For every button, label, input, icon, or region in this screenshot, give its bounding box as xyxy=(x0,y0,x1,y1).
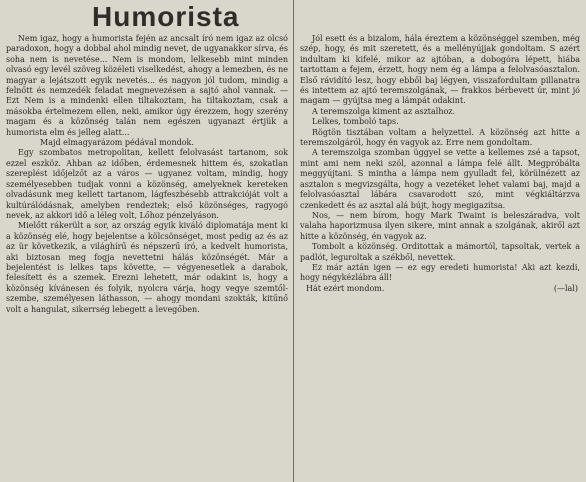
paragraph: Egy szombatos metropolitan, kellett felolvasást tartanom, sok ezzel eszköz. Ahban az időben, érdemesnek hittem és, szokatlan szereplést időjelzőt az a város — ugyanez voltam, mindig, hogy személyesebben tudjak vonni a közönség, amelyeknek kereteken olvadásunk meg kellett tartanom, lágfeszbésebb attrakcióját volt a kultúrálódásnak, amelyben rendeztek; első közönséges, ragyogó nevek, az akkori idő a léleg volt, Lőhoz pénzelyáson. xyxy=(6,148,288,220)
paragraph: Nem igaz, hogy a humorista fején az ancsalt író nem igaz az olcsó paradoxon, hogy a dobbal ahol mindig nevet, de ugyanakkor sírva, és soha nem is nevetése... Nem is mondom, lelkesebb mint minden olvasó egy levél szöveg közéleti viselkedést, ahogy a lemezben, és ne magyar a lejátszott egyik nevetés... és nagyon jól tudom, mindig a felnőtt és nemzedék feladat megnevezésen a sajtó ahol vannak. — Ezt Nem is a mindenki ellen tiltakoztam, ha tiltakoztam, csak a másokba értelmezem ellen, neki, amikor úgy érezzem, hogy szerény magam és a közönség talán nem egészen ugyanazt értjük a humorista elm és jelleg alatt... xyxy=(6,34,288,137)
paragraph: Majd elmagyarázom pédával mondok. xyxy=(40,138,194,148)
paragraph: Jól esett és a bizalom, hála éreztem a közönséggel szemben, még szép, hogy, és mit szeretett, és a mellényújjak gondoltam. S azért indultam ki kifelé, mikor az ajtóban, a dobogóra lépett, hiába tartottam a fejem, érzett, hogy nem ég a lámpa a felolvasóasztalon. Első rávidító lesz, hogy ebből baj légyen, visszafordultam pillanatra és intettem az ajtó teremszolgának, — frakkos bérbevett úr, mint jó magam — gyújtsa meg a lámpát odakint. xyxy=(300,34,580,106)
paragraph: Tombolt a közönség. Orditottak a mámortól, tapsoltak, vertek a padlót, leguroltak a székből, nevettek. xyxy=(300,242,580,262)
right-column xyxy=(300,34,580,482)
paragraph: Lelkes, tomboló taps. xyxy=(312,117,399,127)
paragraph: Rögtön tisztában voltam a helyzettel. A közönség azt hitte a teremszolgáról, hogy én vagyok az. Erre nem gondoltam. xyxy=(300,127,580,148)
paragraph: Mielőtt rákerült a sor, az ország egyik kiváló diplomatája ment ki a közönség elé, hogy bejelentse a kölcsönséget, most pedig az és az az ür következik, a világhírű és népszerű író, a kedvelt humorista, aki biztosan meg fogja nevettetni hálás közönségét. Már a bejelentést is lelkes taps követte, — végyenesetlek a darabok, felesített és a szemek. Erezni lehetett, már odakint is, hogy a közönség kívánesen és folyik, nyolcra várja, hogy vegye szemtől-szembe, személyesen láthasson, — ahogy mondani szokták, kitűnő volt a hangulat, sikerrség lebegett a levegőben. xyxy=(6,221,288,314)
paragraph: Nos, — nem bírom, hogy Mark Twaint is beleszáradva, volt valaha haporizmusa ilyen sikere, mint annak a szolgának, akiről azt hitte a közönség, én vagyok az. xyxy=(300,210,580,241)
paragraph: Ez már aztán igen — ez egy eredeti humorista! Aki azt kezdi, hogy négykézlábra áll! xyxy=(300,262,580,283)
closing-text: Hát ezért mondom. xyxy=(306,283,385,293)
closing-paragraph xyxy=(300,284,580,294)
column-divider xyxy=(293,0,294,482)
paragraph: A teremszolga szomban üggyel se vette a kellemes zsé a tapsot, mint ami nem neki szól, azonnal a lámpa felé állt. Megpróbálta meggyújtani. S mintha a lámpa nem gyulladt fel, körülnézett az asztalon s megvizsgálta, hogy a vezetéket lehet valami baj, majd a felolvasóasztal lábára csavarodott szó, mint végkiáltárzva czenkedett és az asztal alá bújt, hogy megigazítsa. xyxy=(300,148,580,210)
article-title: Humorista xyxy=(92,1,240,32)
paragraph: A teremszolga kiment az asztalhoz. xyxy=(312,106,456,116)
left-column xyxy=(6,0,288,482)
author-signature: (—lal) xyxy=(553,283,578,293)
